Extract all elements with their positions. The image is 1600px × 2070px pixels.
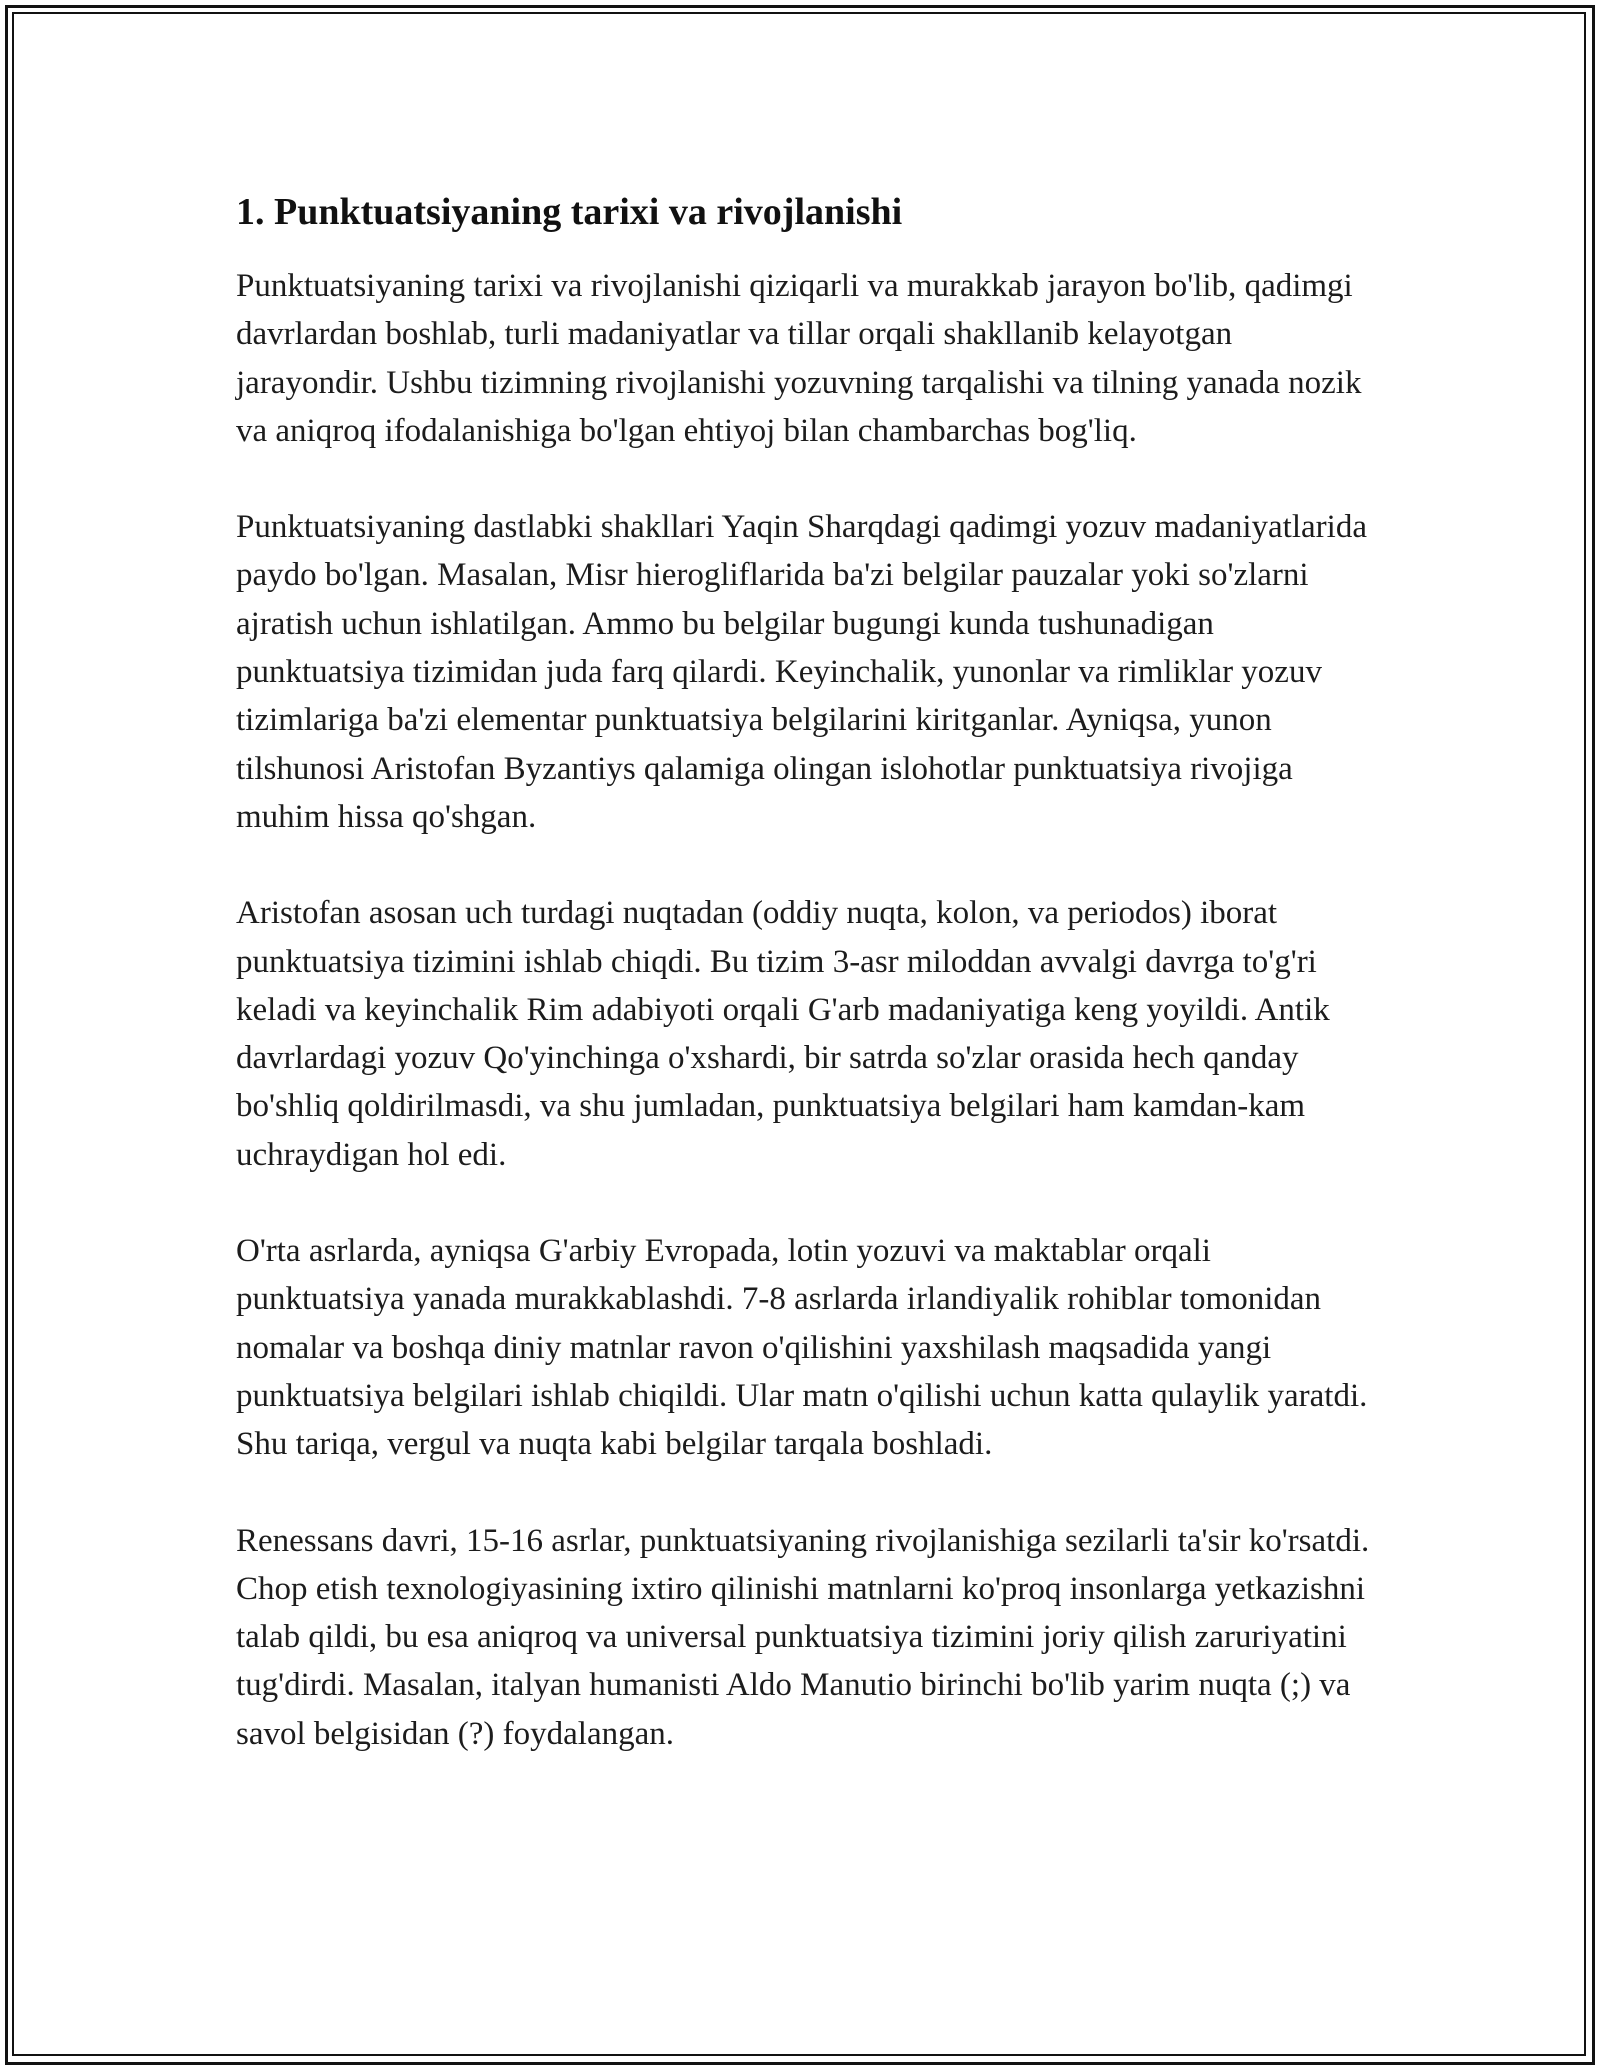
paragraph-4: O'rta asrlarda, ayniqsa G'arbiy Evropada, lotin yozuvi va maktablar orqali punktuatsiya yanada murakkablashdi. 7-8 asrlarda irlandiyalik rohiblar tomonidan nomalar va boshqa diniy matnlar ravon o'qilishini yaxshilash maqsadida yangi punktuatsiya belgilari ishlab chiqildi. Ular matn o'qilishi uchun katta qulaylik yaratdi. Shu tariqa, vergul va nuqta kabi belgilar tarqala boshladi. [236,1233,1368,1463]
paragraph-3: Aristofan asosan uch turdagi nuqtadan (oddiy nuqta, kolon, va periodos) iborat punktuatsiya tizimini ishlab chiqdi. Bu tizim 3-asr miloddan avvalgi davrga to'g'ri keladi va keyinchalik Rim adabiyoti orqali G'arb madaniyatiga keng yoyildi. Antik davrlardagi yozuv Qo'yinchinga o'xshardi, bir satrda so'zlar orasida hech qanday bo'shliq qoldirilmasdi, va shu jumladan, punktuatsiya belgilari ham kamdan-kam uchraydigan hol edi. [236,895,1330,1173]
paragraph-1: Punktuatsiyaning tarixi va rivojlanishi qiziqarli va murakkab jarayon bo'lib, qadimgi davrlardan boshlab, turli madaniyatlar va tillar orqali shakllanib kelayotgan jarayondir. Ushbu tizimning rivojlanishi yozuvning tarqalishi va tilning yanada nozik va aniqroq ifodalanishiga bo'lgan ehtiyoj bilan chambarchas bog'liq. [236,268,1362,449]
paragraph-5: Renessans davri, 15-16 asrlar, punktuatsiyaning rivojlanishiga sezilarli ta'sir ko'rsatdi. Chop etish texnologiyasining ixtiro qilinishi matnlarni ko'proq insonlarga yetkazishni talab qildi, bu esa aniqroq va universal punktuatsiya tizimini joriy qilish zaruriyatini tug'dirdi. Masalan, italyan humanisti Aldo Manutio birinchi bo'lib yarim nuqta (;) va savol belgisidan (?) foydalangan. [236,1522,1370,1752]
paragraph-2: Punktuatsiyaning dastlabki shakllari Yaqin Sharqdagi qadimgi yozuv madaniyatlarida paydo bo'lgan. Masalan, Misr hierogliflarida ba'zi belgilar pauzalar yoki so'zlarni ajratish uchun ishlatilgan. Ammo bu belgilar bugungi kunda tushunadigan punktuatsiya tizimidan juda farq qilardi. Keyinchalik, yunonlar va rimliklar yozuv tizimlariga ba'zi elementar punktuatsiya belgilarini kiritganlar. Ayniqsa, yunon tilshunosi Aristofan Byzantiys qalamiga olingan islohotlar punktuatsiya rivojiga muhim hissa qo'shgan. [236,509,1367,835]
section-heading: 1. Punktuatsiyaning tarixi va rivojlanishi [236,191,903,233]
document-body [236,186,1376,1806]
